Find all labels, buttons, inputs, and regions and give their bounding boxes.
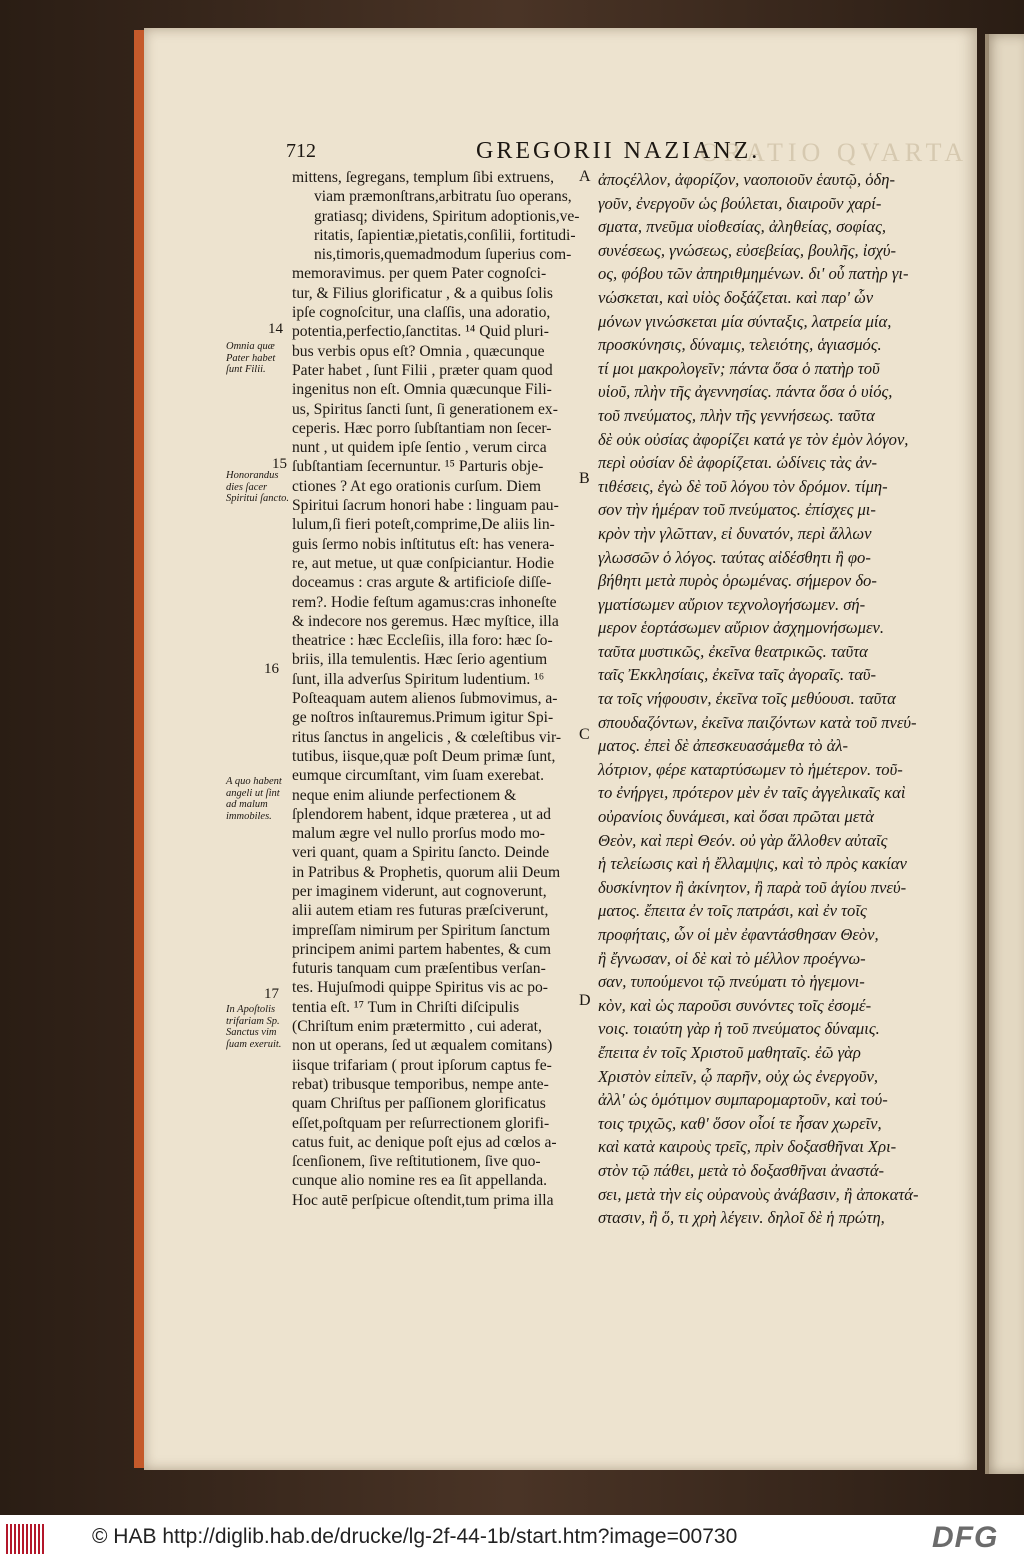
greek-line: στασιν, ἢ ὅ, τι χρὴ λέγειν. δηλοῖ δὲ ἡ πρώτη, <box>598 1208 885 1228</box>
latin-line: doceamus : cras argute & artificioſe diſſe- <box>292 574 552 592</box>
running-title: GREGORII NAZIANZ. <box>476 138 761 164</box>
greek-line: ματος. ἔπειτα ἐν τοῖς πατράσι, καὶ ἐν τοῖς <box>598 901 867 921</box>
dfg-logo: DFG <box>932 1521 999 1554</box>
latin-line: catus fuit, ac denique poſt ejus ad cœlos a- <box>292 1133 557 1151</box>
page-number: 712 <box>286 140 316 162</box>
latin-line: tentia eſt. ¹⁷ Tum in Chriſti diſcipulis <box>292 998 520 1016</box>
greek-line: νοις. τοιαύτη γὰρ ἡ τοῦ πνεύματος δύναμις. <box>598 1019 880 1039</box>
latin-line: per imaginem viderunt, aut cognoverunt, <box>292 882 547 900</box>
greek-line: ἢ ἔγνωσαν, οἱ δὲ καὶ τὸ μέλλον προέγνω- <box>598 948 866 968</box>
greek-line: Χριστὸν εἰπεῖν, ᾧ παρῆν, οὐχ ὡς ἐνεργοῦν, <box>598 1066 878 1086</box>
greek-line: συνέσεως, γνώσεως, εὐσεβείας, βουλῆς, ἰσχύ- <box>598 240 897 260</box>
greek-line: ος, φόβου τῶν ἀπηριθμημένων. δι' οὗ πατὴρ γι- <box>598 264 909 284</box>
greek-line: Θεὸν, καὶ περὶ Θεόν. οὐ γὰρ ἄλλοθεν αὐταῖς <box>598 830 888 850</box>
latin-line: ceperis. Hæc porro ſubſtantiam non ſecer- <box>292 419 552 437</box>
greek-line: στὸν τῷ πάθει, μετὰ τὸ δοξασθῆναι ἀναστά- <box>598 1160 885 1180</box>
latin-line: ctiones ? At ego orationis curſum. Diem <box>292 477 542 495</box>
latin-line: potentia,perfectio,ſanctitas. ¹⁴ Quid pluri- <box>292 323 549 341</box>
section-letter: B <box>579 470 590 487</box>
latin-line: ingenitus non eſt. Omnia quæcunque Fili- <box>292 381 552 399</box>
page-edge-marker <box>134 30 144 1468</box>
latin-line: guis ſermo nobis inſtitutus eſt: has venera- <box>292 535 555 553</box>
latin-line: nunt , ut quidem ipſe ſentio , verum circa <box>292 439 547 457</box>
greek-line: τί μοι μακρολογεῖν; πάντα ὅσα ὁ πατὴρ τοῦ <box>598 358 880 378</box>
greek-line: καὶ κατὰ καιροὺς τρεῖς, πρὶν δοξασθῆναι Χρι- <box>598 1137 897 1157</box>
margin-number: 14 <box>268 321 283 337</box>
greek-line: προφήταις, ὧν οἱ μὲν ἐφαντάσθησαν Θεὸν, <box>598 925 879 944</box>
latin-line: eſſet,poſtquam per reſurrectionem glorifi- <box>292 1114 550 1132</box>
greek-line: τοις τριχῶς, καθ' ὅσον οἷοί τε ἦσαν χωρεῖν, <box>598 1113 882 1133</box>
latin-line: neque enim aliunde perfectionem & <box>292 786 517 804</box>
greek-line: σαν, τυπούμενοι τῷ πνεύματι τὸ ἡγεμονι- <box>598 972 865 992</box>
latin-line: ipſe cognoſcitur, una claſſis, una adoratio, <box>292 304 551 322</box>
greek-line: ἀλλ' ὡς ὁμότιμον συμπαρομαρτοῦν, καὶ τού- <box>598 1090 888 1110</box>
latin-line: cunque alio nomine res ea ſit appellanda. <box>292 1172 548 1190</box>
margin-number: 17 <box>264 986 279 1002</box>
greek-line: ματος. ἐπεὶ δὲ ἀπεσκευασάμεθα τὸ ἀλ- <box>598 736 849 756</box>
greek-line: γοῦν, ἐνεργοῦν ὡς βούλεται, διαιροῦν χαρί- <box>598 193 882 213</box>
latin-line: non ut operans, ſed ut æqualem comitans) <box>292 1037 553 1055</box>
hab-logo-icon <box>6 1524 46 1554</box>
latin-line: us, Spiritus ſancti ſunt, ſi generationem ex- <box>292 400 558 418</box>
latin-line: re, aut metue, ut quæ conſpiciantur. Hodie <box>292 554 554 572</box>
latin-line: ſplendorem habent, idque præterea , ut ad <box>292 805 551 823</box>
greek-line: γλωσσῶν ὁ λόγος. ταύτας αἰδέσθητι ἢ φο- <box>598 547 871 567</box>
greek-line: σει, μετὰ τὴν εἰς οὐρανοὺς ἀνάβασιν, ἢ ἀποκατά- <box>598 1184 919 1204</box>
greek-line: βήθητι μετὰ πυρὸς ὁρωμένας. σήμερον δο- <box>598 571 877 591</box>
latin-line: alii autem etiam res futuras præſciverunt, <box>292 902 549 920</box>
greek-line: ἡ τελείωσις καὶ ἡ ἔλλαμψις, καὶ τὸ πρὸς κακίαν <box>598 854 907 874</box>
latin-line: mittens, ſegregans, templum ſibi extruens, <box>292 169 555 186</box>
section-letter: A <box>579 168 591 185</box>
latin-line: bus verbis opus eſt? Omnia , quæcunque <box>292 342 545 360</box>
latin-line: ſunt, illa adverſus Spiritum ludentium. ¹⁶ <box>292 670 545 688</box>
latin-line: ritus ſanctus in angelicis , & cœleſtibus vir- <box>292 728 562 746</box>
latin-line: nis,timoris,quemadmodum ſuperius com- <box>314 246 572 264</box>
latin-line: viam præmonſtrans,arbitratu ſuo operans, <box>314 188 572 206</box>
margin-note: In Apoſtolis trifariam Sp. Sanctus vim ſuam exeruit. <box>226 1004 282 1050</box>
greek-column <box>598 168 966 1230</box>
greek-line: σον τὴν ἡμέραν τοῦ πνεύματος. ἐπίσχες μι- <box>598 500 876 520</box>
margin-note: A quo habent angeli ut ſint ad malum immobiles. <box>226 776 282 822</box>
greek-line: οὐρανίοις δυνάμεσι, καὶ ὅσαι πρῶται μετὰ <box>598 807 875 827</box>
greek-line: νώσκεται, καὶ υἱὸς δοξάζεται. καὶ παρ' ὧν <box>598 287 874 307</box>
bleed-through-text: ORATIO QVARTA <box>700 138 969 167</box>
section-letter: C <box>579 726 590 743</box>
greek-line: προσκύνησις, δύναμις, τελειότης, ἁγιασμός. <box>598 335 882 355</box>
greek-line: δυσκίνητον ἢ ἀκίνητον, ἢ παρὰ τοῦ ἁγίου πνεύ- <box>598 877 907 897</box>
margin-note: Honorandus dies ſacer Spiritui ſancto. <box>226 470 289 505</box>
latin-line: gratiasq; dividens, Spiritum adoptionis,ve- <box>314 207 580 225</box>
gutter-shadow <box>985 34 989 1474</box>
latin-line: Pater habet , ſunt Filii , præter quam quod <box>292 361 553 379</box>
greek-line: δὲ οὐκ οὐσίας ἀφορίζει κατά γε τὸν ἐμὸν λόγον, <box>598 429 909 449</box>
latin-line: rem?. Hodie feſtum agamus:cras inhoneſte <box>292 593 557 611</box>
section-letter: D <box>579 992 591 1009</box>
greek-line: κὸν, καὶ ὡς παροῦσι συνόντες τοῖς ἐσομέ- <box>598 995 872 1015</box>
latin-line: tutibus, iisque,quæ poſt Deum primæ ſunt, <box>292 747 556 765</box>
latin-line: rebat) tribusque temporibus, nempe ante- <box>292 1075 549 1093</box>
latin-line: & indecore nos geremus. Hæc myſtice, illa <box>292 612 559 630</box>
margin-number: 15 <box>272 456 287 472</box>
margin-number: 16 <box>264 661 279 677</box>
greek-line: ταῖς Ἐκκλησίαις, ἐκεῖνα ταῖς ἀγοραῖς. ταῦ- <box>598 665 877 685</box>
viewer-footer <box>0 1515 1024 1560</box>
latin-line: lulum,ſi fieri poteſt,comprime,De aliis lin- <box>292 516 555 534</box>
greek-line: τιθέσεις, ἐγὼ δὲ τοῦ λόγου τὸν δρόμον. τίμη- <box>598 476 888 496</box>
greek-line: το ἐνήργει, πρότερον μὲν ἐν ταῖς ἀγγελικαῖς καὶ <box>598 783 906 803</box>
greek-line: γματίσωμεν αὔριον τεχνολογήσωμεν. σή- <box>598 594 866 614</box>
latin-column <box>292 168 586 1210</box>
greek-line: υἱοῦ, πλὴν τῆς ἀγεννησίας. πάντα ὅσα ὁ υἱός, <box>598 382 893 402</box>
latin-line: (Chriſtum enim prætermitto , cui aderat, <box>292 1018 542 1036</box>
margin-note: Omnia quæ Pater habet ſunt Filii. <box>226 341 276 376</box>
latin-line: principem animi partem habentes, & cum <box>292 940 551 958</box>
latin-line: eumque circumſtant, vim ſuam exerebat. <box>292 767 545 785</box>
greek-line: μόνων γινώσκεται μία σύνταξις, λατρεία μία, <box>598 311 892 331</box>
greek-line: λότριον, φέρε καταρτύσωμεν τὸ ἡμέτερον. τοῦ- <box>598 759 903 779</box>
latin-line: veri quant, quam a Spiritu ſancto. Deinde <box>292 844 550 862</box>
latin-line: iisque trifariam ( prout ipſorum captus fe- <box>292 1056 552 1074</box>
greek-line: ταῦτα μυστικῶς, ἐκεῖνα θεατρικῶς. ταῦτα <box>598 641 868 661</box>
latin-line: theatrice : hæc Eccleſiis, illa foro: hæc ſo- <box>292 632 553 650</box>
latin-line: quam Chriſtus per paſſionem glorificatus <box>292 1095 546 1113</box>
greek-line: τοῦ πνεύματος, πλὴν τῆς γεννήσεως. ταῦτα <box>598 405 875 425</box>
copyright-link[interactable]: © HAB http://diglib.hab.de/drucke/lg-2f-44-1b/start.htm?image=00730 <box>92 1525 738 1548</box>
latin-line: Poſteaquam autem alienos ſubmovimus, a- <box>292 690 558 708</box>
greek-line: περὶ οὐσίαν δὲ ἀφορίζεται. ὠδίνεις τὰς ἀν- <box>598 453 878 473</box>
greek-line: σματα, πνεῦμα υἱοθεσίας, ἀληθείας, σοφίας, <box>598 217 886 237</box>
latin-line: ſcenſionem, ſive reſtitutionem, ſive quo- <box>292 1153 541 1171</box>
latin-line: memoravimus. per quem Pater cognoſci- <box>292 265 547 283</box>
latin-line: Hoc autē perſpicue oſtendit,tum prima illa <box>292 1191 554 1209</box>
facing-page-edge <box>985 34 1024 1474</box>
greek-line: κρὸν τὴν γλῶτταν, εἰ δυνατόν, περὶ ἄλλων <box>598 523 872 543</box>
latin-line: ge noſtros inſtauremus.Primum igitur Spi- <box>292 709 554 727</box>
latin-line: tes. Hujuſmodi quippe Spiritus vis ac po- <box>292 979 548 997</box>
latin-line: ritatis, ſapientiæ,pietatis,conſilii, fortitudi- <box>314 226 576 244</box>
latin-line: ſubſtantiam ſecernuntur. ¹⁵ Parturis obje- <box>292 458 544 476</box>
greek-line: ἀποςέλλον, ἀφορίζον, ναοποιοῦν ἑαυτῷ, ὁδη- <box>598 170 896 189</box>
greek-line: σπουδαζόντων, ἐκεῖνα παιζόντων κατὰ τοῦ πνεύ- <box>598 712 917 732</box>
page-header <box>286 140 962 170</box>
latin-line: Spiritui ſacrum honori habe : linguam pau- <box>292 497 559 515</box>
greek-line: μερον ἑορτάσωμεν αὔριον ἀσχημονήσωμεν. <box>598 618 885 638</box>
latin-line: in Patribus & Prophetis, quorum alii Deum <box>292 863 561 881</box>
greek-line: τα τοῖς νήφουσιν, ἐκεῖνα τοῖς μεθύουσι. ταῦτα <box>598 689 896 709</box>
latin-line: tur, & Filius glorificatur , & a quibus ſolis <box>292 284 553 302</box>
latin-line: futuris tanquam cum præſentibus verſan- <box>292 960 546 978</box>
latin-line: impreſſam nimirum per Spiritum ſanctum <box>292 921 551 939</box>
latin-line: malum ægre vel nullo prorſus modo mo- <box>292 825 545 843</box>
greek-line: ἔπειτα ἐν τοῖς Χριστοῦ μαθηταῖς. ἐῶ γὰρ <box>598 1042 861 1062</box>
latin-line: briis, illa temulentis. Hæc ſerio agentium <box>292 651 548 669</box>
